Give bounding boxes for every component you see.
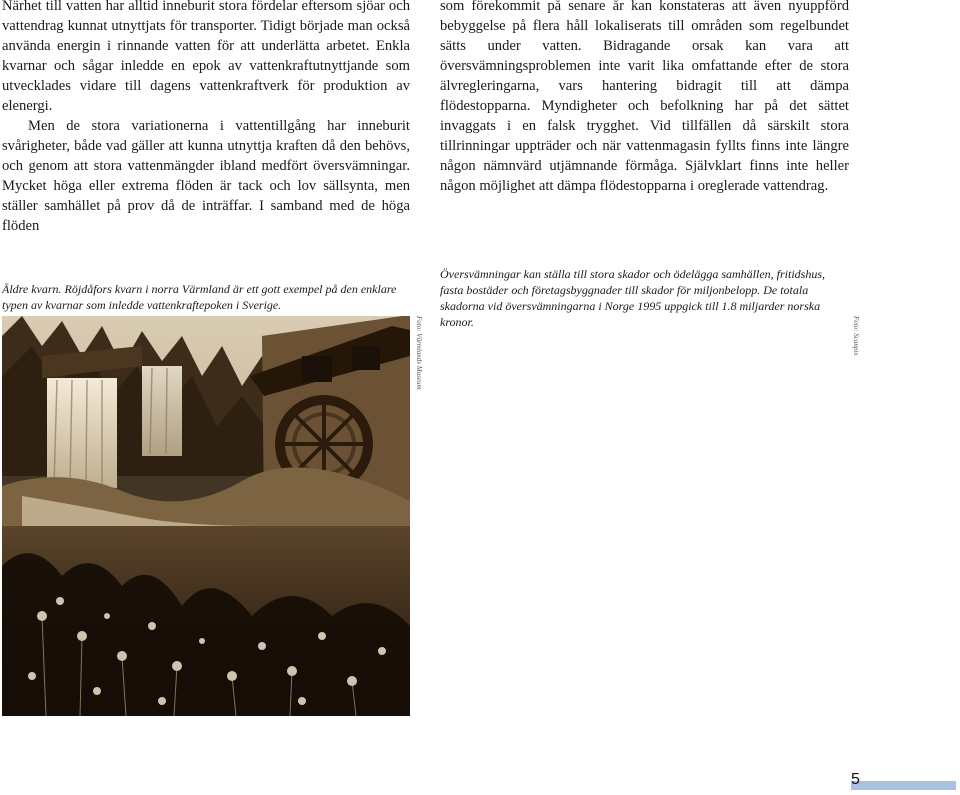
left-text-column xyxy=(2,0,410,236)
mill-photo-credit: Foto: Värmlands Museum xyxy=(415,316,423,390)
water-mill-photo xyxy=(2,316,410,716)
left-paragraph-1: Närhet till vatten har alltid inneburit stora fördelar eftersom sjöar och vattendrag kunnat utnyttjats för transporter. Tidigt började man också använda energin i rinnande vatten för att underlätta arbetet. Enkla kvarnar och sågar inledde en epok av vattenkraftutnyttjande som utvecklades vidare till dagens vattenkraftverk för produktion av elenergi. xyxy=(2,0,410,114)
page-number: 5 xyxy=(851,771,860,788)
mill-photo-caption: Äldre kvarn. Röjdåfors kvarn i norra Värmland är ett gott exempel på den enklare typen av kvarnar som inledde vattenkraftepoken i Sverige. xyxy=(2,282,397,312)
right-paragraph-1: som förekommit på senare år kan konstateras att även nyuppförd bebyggelse på flera håll lokaliserats till områden som regelbundet sätts under vatten. Bidragande orsak kan vara att översvämningsproblemen inte varit lika omfattande efter de stora älvregleringarna, vars hantering bidragit till att dämpa flödestopparna. Myndigheter och befolkning har på det sättet invaggats i en falsk trygghet. Vid tillfällen då särskilt stora tillrinningar uppträder och när vattenmagasin fyllts finns inte längre någon nämnvärd utjämnande förmåga. Självklart finns inte heller någon möjlighet att dämpa flödestopparna i oreglerade vattendrag. xyxy=(440,0,849,194)
flood-photo-credit: Foto: Scanpix xyxy=(852,316,860,356)
right-text-column xyxy=(440,0,849,196)
left-paragraph-2: Men de stora variationerna i vattentillgång har inneburit svårigheter, både vad gäller att kunna utnyttja kraften då den behövs, och genom att stora vattenmängder ibland medfört översvämningar. Mycket höga eller extrema flöden är tack och lov sällsynta, men ställer samhället på prov då de inträffar. I samband med de höga flöden xyxy=(2,118,410,234)
page-number-bar xyxy=(851,781,956,790)
flood-photo-caption: Översvämningar kan ställa till stora skador och ödelägga samhällen, fritidshus, fasta bostäder och företagsbyggnader till skador för miljonbelopp. De totala skadorna vid översvämningarna i Norge 1995 uppgick till 1.8 miljarder norska kronor. xyxy=(440,267,825,329)
